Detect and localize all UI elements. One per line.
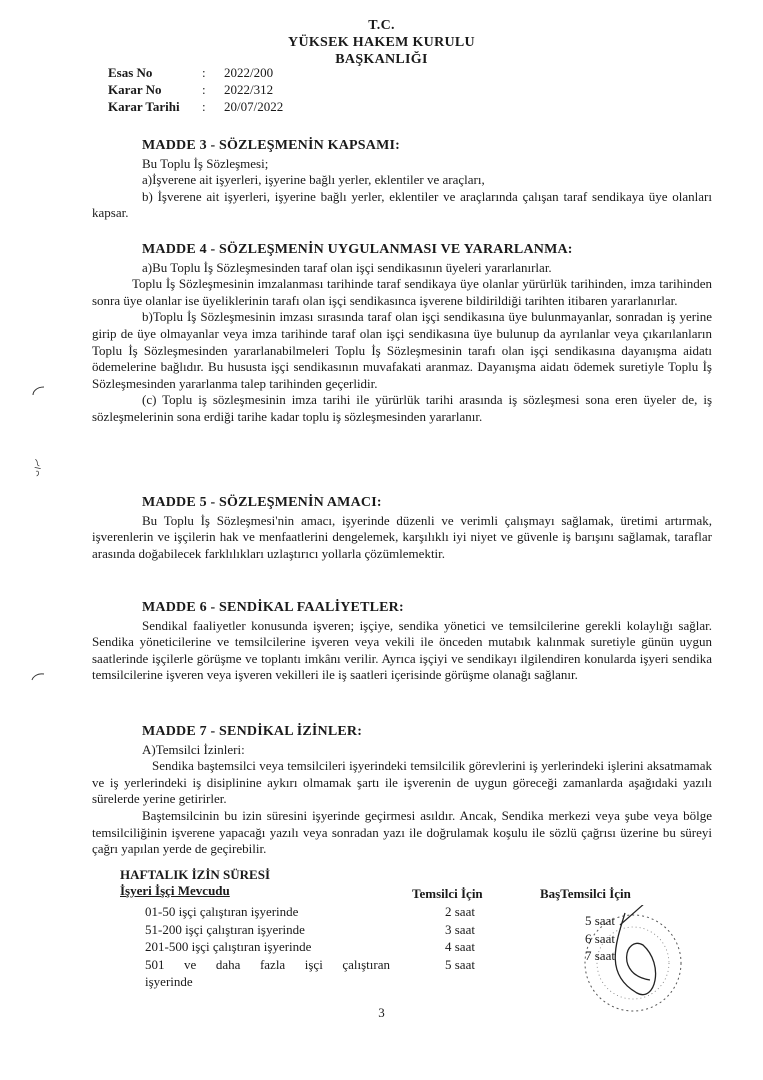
meta-row-karar — [108, 81, 283, 98]
table-cell-temsilci: 5 saat — [445, 956, 475, 972]
madde-3-section — [92, 138, 712, 222]
madde-3-title: MADDE 3 - SÖZLEŞMENİN KAPSAMI: — [142, 138, 401, 153]
table-row-continued — [145, 973, 505, 991]
table-title: HAFTALIK İZİN SÜRESİ — [120, 867, 271, 882]
meta-value: 2022/312 — [224, 82, 274, 97]
header-institution: YÜKSEK HAKEM KURULU — [288, 35, 475, 50]
bastemsilci-values — [585, 912, 615, 965]
meta-colon: : — [202, 99, 206, 114]
madde-6-title: MADDE 6 - SENDİKAL FAALİYETLER: — [142, 600, 404, 615]
paragraph: Sendikal faaliyetler konusunda işveren; işçiye, sendika yönetici ve temsilcilerine gerekli kolaylığı sağlar. Sendika yöneticilerine ve temsilcilerine işveren veya vekili ile önceden mutabık kalınmak suretiyle günün uygun saatlerinde işçilerle görüşme ve toplantı imkânı verilir. Ayrıca işçiyi ve sendikayı ilgilendiren konularda işyeri sendika temsilcilerine işveren veya işveren vekilleri ile iş saatleri içerisinde görüşme olanağı sağlanır. — [92, 617, 712, 683]
meta-value: 20/07/2022 — [224, 99, 284, 114]
table-row — [145, 956, 505, 974]
leave-table — [145, 903, 505, 991]
paragraph: b) İşverene ait işyerleri, işyerine bağlı yerler, eklentiler ve araçlarında çalışan taraf sendikaya üye olanları kapsar. — [92, 188, 712, 221]
madde-4-title: MADDE 4 - SÖZLEŞMENİN UYGULANMASI VE YARARLANMA: — [142, 242, 573, 257]
meta-label: Esas No — [108, 65, 153, 80]
table-cell-bastemsilci: 7 saat — [585, 948, 615, 963]
case-meta — [108, 64, 283, 115]
table-row — [145, 903, 505, 921]
madde-7-section — [92, 724, 712, 858]
meta-label: Karar Tarihi — [108, 99, 180, 114]
paragraph: Baştemsilcinin bu izin süresini işyerinde geçirmesi asıldır. Ancak, Sendika merkezi veya şube veya bölge temsilciliğinin işverene yapacağı yazılı veya sonradan yazı ile doğrulamak koşulu ile sözlü çağrısı üzerine bu süreyi çağrı yapılan yerde de geçirebilir. — [92, 807, 712, 857]
madde-4-section — [92, 242, 712, 426]
handwritten-initial-icon — [30, 458, 46, 478]
table-col2-header: Temsilci İçin — [412, 886, 483, 901]
madde-5-section — [92, 495, 712, 562]
paragraph: b)Toplu İş Sözleşmesinin imzası sırasında taraf olan işçi sendikasına üye bulunmayanlar, sonradan iş yerine girip de üye olmayanlar veya imza tarihinde taraf olan işçi sendikasına üye bulunup da ayrılanlar veya çıkarılanların Toplu İş Sözleşmesinden yararlanabilmeleri Toplu İş Sözleşmesinin tarafı olan işçi sendikasına dayanışma aidatı ödemelerine bağlıdır. Bu hususta işçi sendikasının muvafakati aranmaz. Dayanışma aidatı ödemek suretiyle Toplu İş Sözleşmesinden yararlanma talep tarihinden geçerlidir. — [92, 309, 712, 391]
table-cell-bastemsilci: 6 saat — [585, 930, 615, 946]
paragraph: Bu Toplu İş Sözleşmesi'nin amacı, işyerinde düzenli ve verimli çalışmayı sağlamak, üretimi artırmak, işverenlerin ve işçilerin hak ve menfaatlerini dengelemek, karşılıklı iyi niyet ve güvenle iş barışını sağlamak, taraflar arasında doğabilecek farklılıkları uzlaştırıcı yollarla çözümlemektir. — [92, 512, 712, 561]
paragraph: A)Temsilci İzinleri: — [142, 741, 245, 757]
table-cell-bastemsilci: 5 saat — [585, 913, 615, 928]
meta-row-karar-tarihi — [108, 98, 283, 115]
paragraph: Sendika baştemsilci veya temsilcileri işyerindeki temsilcilik görevlerini iş yerlerindeki işlerini aksatmamak ve iş yerlerindeki iş disiplinine aykırı olmamak şartı ile işverenin de uygun göreceği zamanlarda aşağıdaki yazılı sürelerde yerine getirirler. — [92, 758, 712, 807]
madde-7-title: MADDE 7 - SENDİKAL İZİNLER: — [142, 724, 363, 739]
table-cell-temsilci: 3 saat — [445, 921, 475, 937]
meta-label: Karar No — [108, 82, 162, 97]
table-cell-label: 51-200 işçi çalıştıran işyerinde — [145, 921, 305, 937]
margin-mark-icon — [30, 668, 46, 688]
page-number: 3 — [378, 1005, 385, 1020]
table-cell-label: işyerinde — [145, 974, 193, 989]
paragraph: Bu Toplu İş Sözleşmesi; — [142, 155, 269, 171]
madde-5-title: MADDE 5 - SÖZLEŞMENİN AMACI: — [142, 495, 382, 510]
paragraph: a)Bu Toplu İş Sözleşmesinden taraf olan işçi sendikasının üyeleri yararlanırlar. — [142, 259, 552, 275]
meta-colon: : — [202, 65, 206, 80]
paragraph: a)İşverene ait işyerleri, işyerine bağlı yerler, eklentiler ve araçları, — [142, 172, 485, 188]
table-cell-label: 201-500 işçi çalıştıran işyerinde — [145, 939, 312, 954]
table-col3-header: BaşTemsilci İçin — [540, 886, 631, 901]
table-cell-temsilci: 4 saat — [445, 939, 475, 954]
table-cell-temsilci: 2 saat — [445, 904, 475, 919]
table-col1-header: İşyeri İşçi Mevcudu — [120, 883, 230, 898]
margin-mark-icon — [30, 383, 46, 403]
table-row — [145, 921, 505, 939]
paragraph: (c) Toplu iş sözleşmesinin imza tarihi ile yürürlük tarihi arasında iş sözleşmesi sona eren üyeler de, iş sözleşmelerinin sona erdiği tarihe kadar toplu iş sözleşmesinden yararlanır. — [92, 392, 712, 424]
meta-value: 2022/200 — [224, 65, 274, 80]
paragraph: Toplu İş Sözleşmesinin imzalanması tarihinde taraf sendikaya üye olanlar yürürlük tarihinden, imza tarihinden sonra üye olanlar ise üyeliklerinin tarafı olan işçi sendikasınca işverene bildirildiği tarihten itibaren yararlanırlar. — [92, 276, 712, 308]
table-cell-label: 501 ve daha fazla işçi çalıştıran — [145, 956, 390, 972]
header-tc: T.C. — [368, 18, 395, 33]
meta-row-esas — [108, 64, 283, 81]
table-cell-label: 01-50 işçi çalıştıran işyerinde — [145, 904, 299, 919]
leave-table-title — [120, 867, 270, 899]
header-presidency: BAŞKANLIĞI — [335, 52, 428, 67]
meta-colon: : — [202, 82, 206, 97]
madde-6-section — [92, 600, 712, 684]
table-row — [145, 938, 505, 956]
